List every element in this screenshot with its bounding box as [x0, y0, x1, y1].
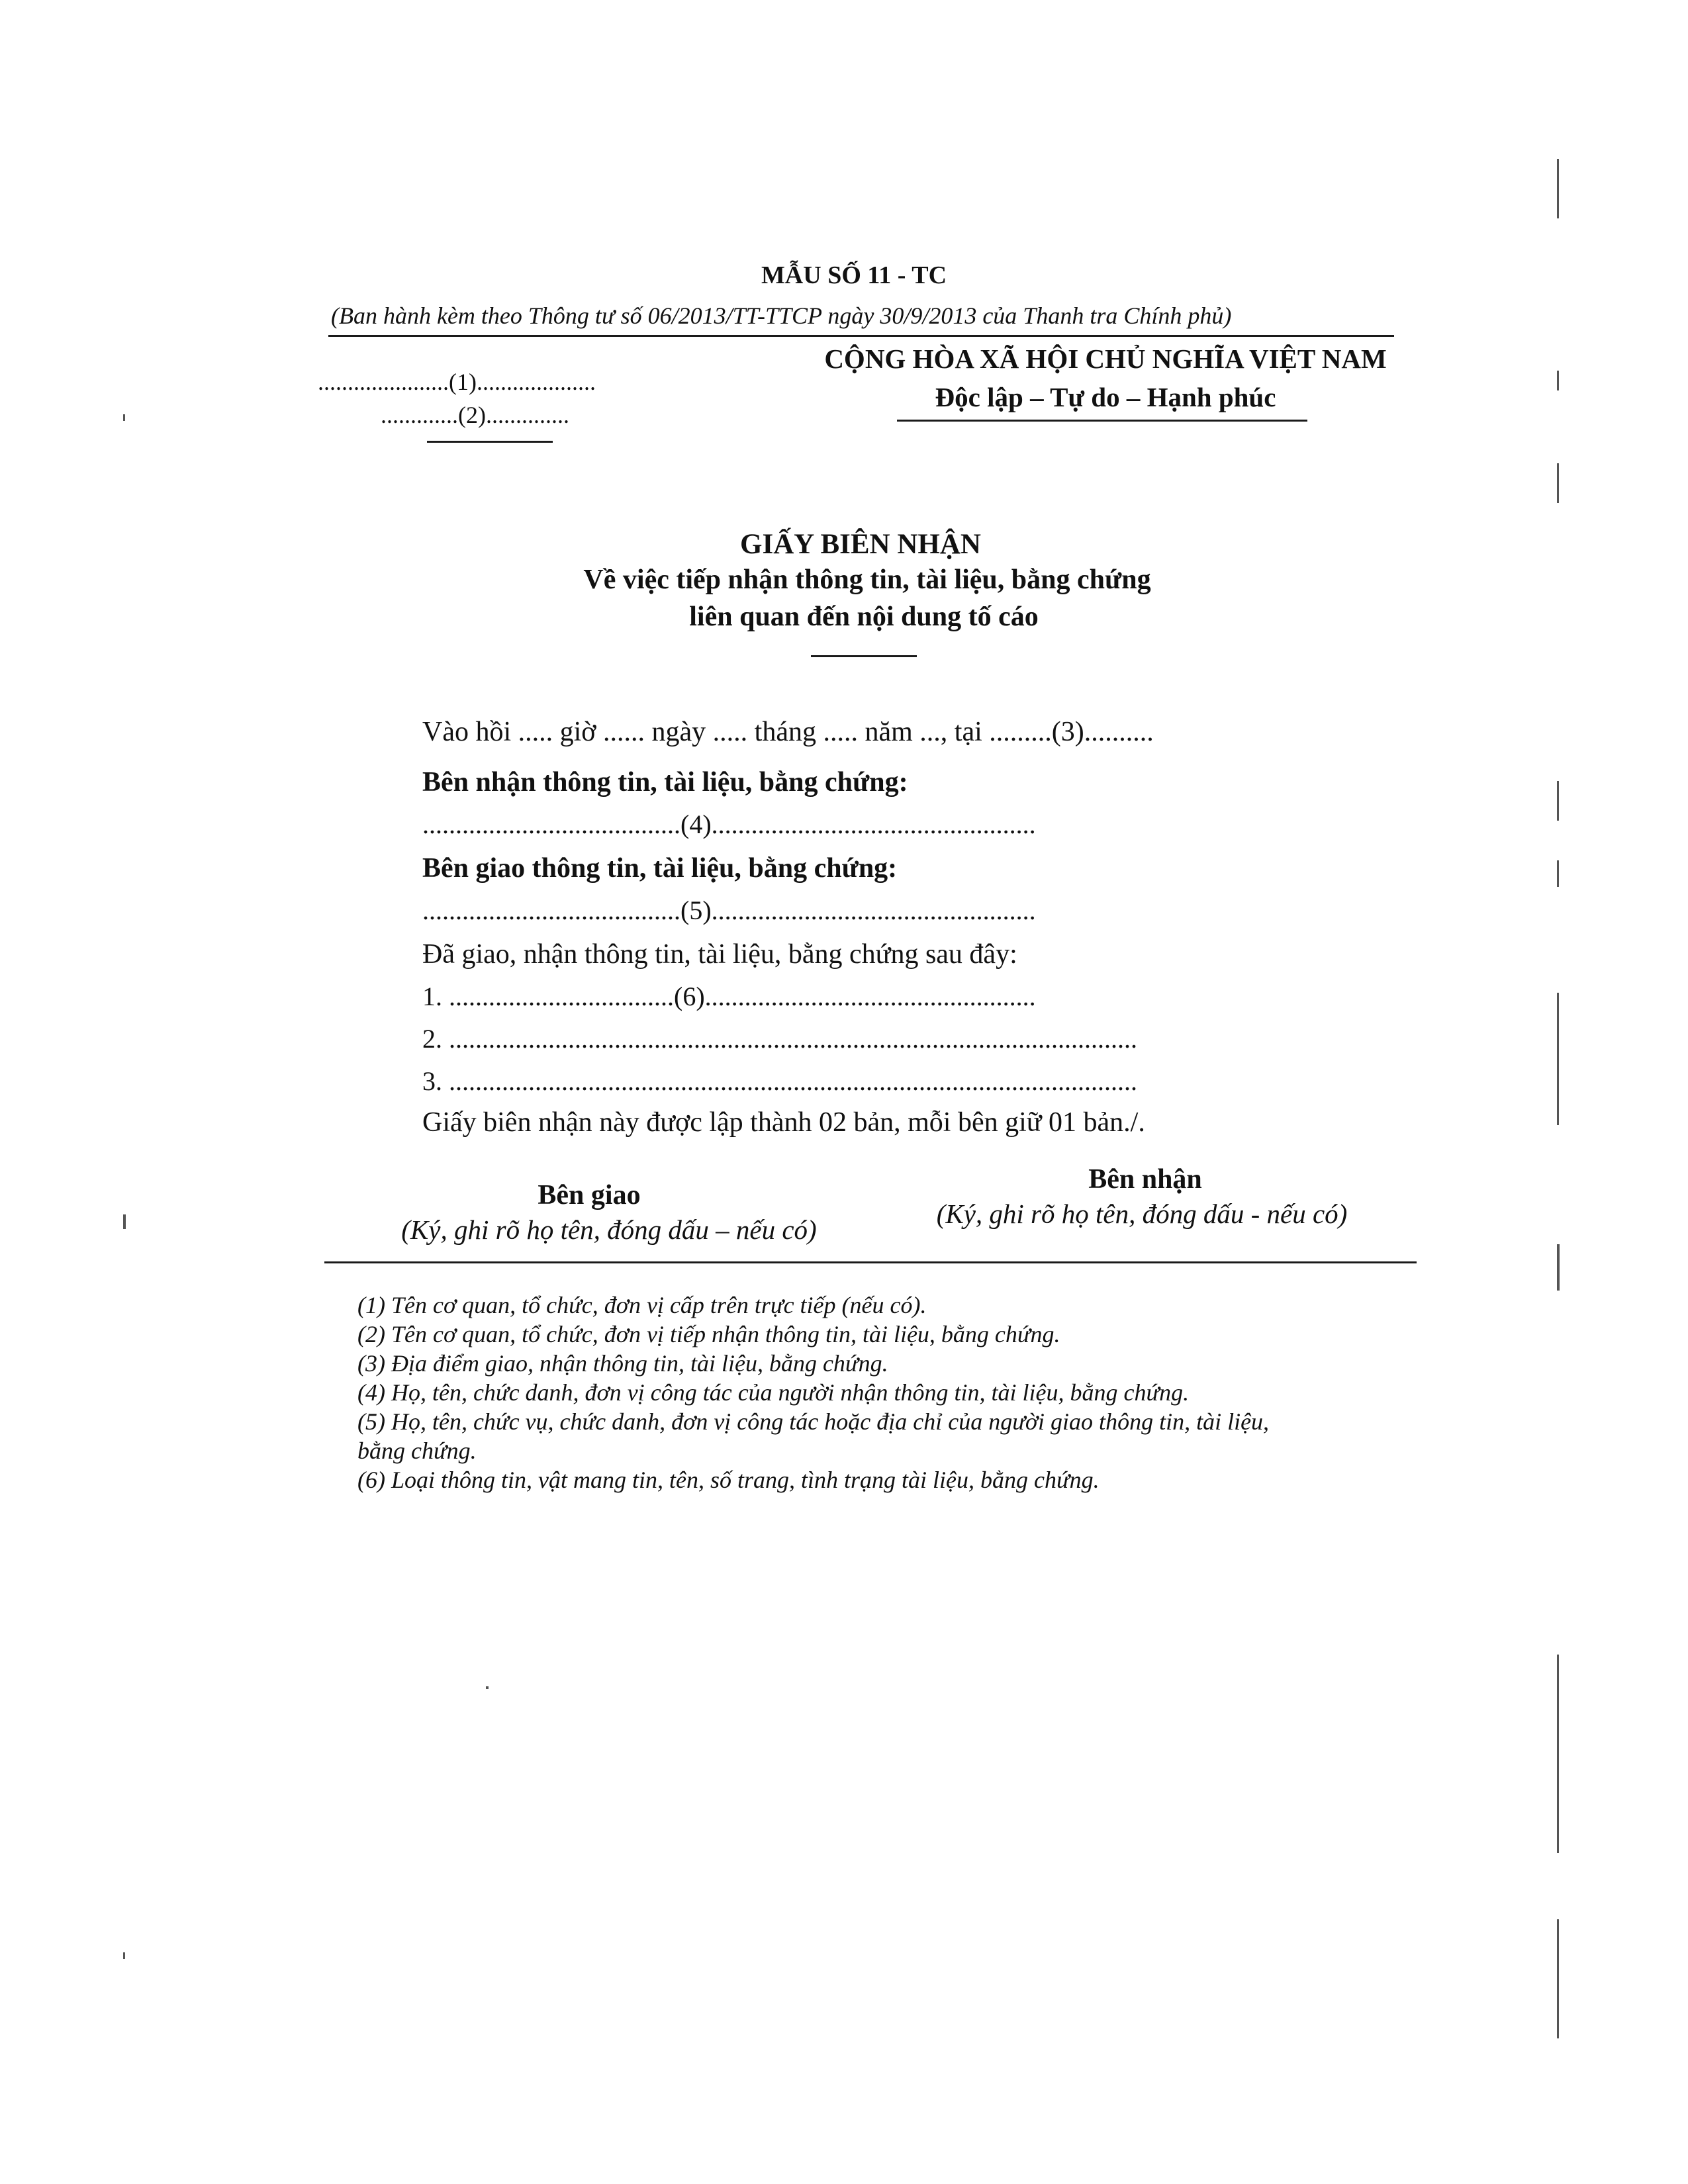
- scan-mark: [1557, 371, 1559, 390]
- org-line-1: ......................(1)....................: [318, 369, 596, 395]
- time-place-line: Vào hồi ..... giờ ...... ngày ..... tháng ..... năm ..., tại .........(3)..........: [422, 717, 1154, 747]
- footnote: (2) Tên cơ quan, tổ chức, đơn vị tiếp nhận thông tin, tài liệu, bằng chứng.: [357, 1321, 1060, 1347]
- motto-underline: [897, 420, 1307, 422]
- document-subtitle-2: liên quan đến nội dung tố cáo: [689, 602, 1039, 632]
- scan-mark: [1557, 860, 1559, 887]
- footnote: (5) Họ, tên, chức vụ, chức danh, đơn vị công tác hoặc địa chỉ của người giao thông tin, tài liệu,: [357, 1408, 1270, 1435]
- receiver-signature-title: Bên nhận: [1088, 1164, 1202, 1195]
- copies-note: Giấy biên nhận này được lập thành 02 bản, mỗi bên giữ 01 bản./.: [422, 1107, 1145, 1138]
- country-name: CỘNG HÒA XÃ HỘI CHỦ NGHĨA VIỆT NAM: [824, 343, 1387, 374]
- org-underline: [427, 441, 553, 443]
- org-line-2: .............(2)..............: [381, 402, 569, 428]
- scan-mark: [486, 1686, 489, 1689]
- scan-mark: [1557, 781, 1559, 821]
- scan-mark: [1557, 993, 1559, 1125]
- document-title: GIẤY BIÊN NHẬN: [740, 529, 981, 560]
- motto: Độc lập – Tự do – Hạnh phúc: [935, 382, 1276, 412]
- receiver-signature-note: (Ký, ghi rõ họ tên, đóng dấu - nếu có): [936, 1199, 1348, 1229]
- scan-mark: [1557, 1655, 1559, 1853]
- scan-mark: [1557, 463, 1559, 503]
- list-item: 2. ........................................................................................................: [422, 1024, 1137, 1054]
- form-number: MẪU SỐ 11 - TC: [761, 261, 947, 289]
- scan-mark: [123, 1214, 126, 1229]
- scan-mark: [1557, 1919, 1559, 2038]
- document-subtitle-1: Về việc tiếp nhận thông tin, tài liệu, bằng chứng: [583, 565, 1151, 595]
- footnote: (1) Tên cơ quan, tổ chức, đơn vị cấp trên trực tiếp (nếu có).: [357, 1292, 927, 1318]
- footnote: (3) Địa điểm giao, nhận thông tin, tài liệu, bằng chứng.: [357, 1350, 888, 1377]
- receiver-label: Bên nhận thông tin, tài liệu, bằng chứng:: [422, 767, 908, 797]
- footnote: (4) Họ, tên, chức danh, đơn vị công tác của người nhận thông tin, tài liệu, bằng chứng.: [357, 1379, 1190, 1406]
- giver-signature-note: (Ký, ghi rõ họ tên, đóng dấu – nếu có): [401, 1214, 817, 1245]
- list-item: 1. ..................................(6)..................................................: [422, 981, 1036, 1011]
- issued-by-line: (Ban hành kèm theo Thông tư số 06/2013/TT-TTCP ngày 30/9/2013 của Thanh tra Chính phủ): [331, 302, 1232, 329]
- scan-mark: [123, 1952, 125, 1959]
- footnote: (6) Loại thông tin, vật mang tin, tên, số trang, tình trạng tài liệu, bằng chứng.: [357, 1467, 1100, 1493]
- scan-mark: [1557, 159, 1559, 218]
- giver-signature-title: Bên giao: [538, 1180, 641, 1210]
- header-divider: [328, 335, 1394, 337]
- delivered-label: Đã giao, nhận thông tin, tài liệu, bằng chứng sau đây:: [422, 939, 1017, 970]
- giver-label: Bên giao thông tin, tài liệu, bằng chứng:: [422, 853, 898, 884]
- footnote-divider: [324, 1261, 1417, 1263]
- receiver-line: .......................................(4).................................................: [422, 809, 1036, 839]
- title-underline: [811, 655, 917, 657]
- giver-line: .......................................(5).................................................: [422, 895, 1036, 925]
- list-item: 3. ........................................................................................................: [422, 1066, 1137, 1096]
- scan-mark: [1557, 1244, 1560, 1291]
- footnote: bằng chứng.: [357, 1437, 477, 1464]
- scan-mark: [123, 414, 125, 421]
